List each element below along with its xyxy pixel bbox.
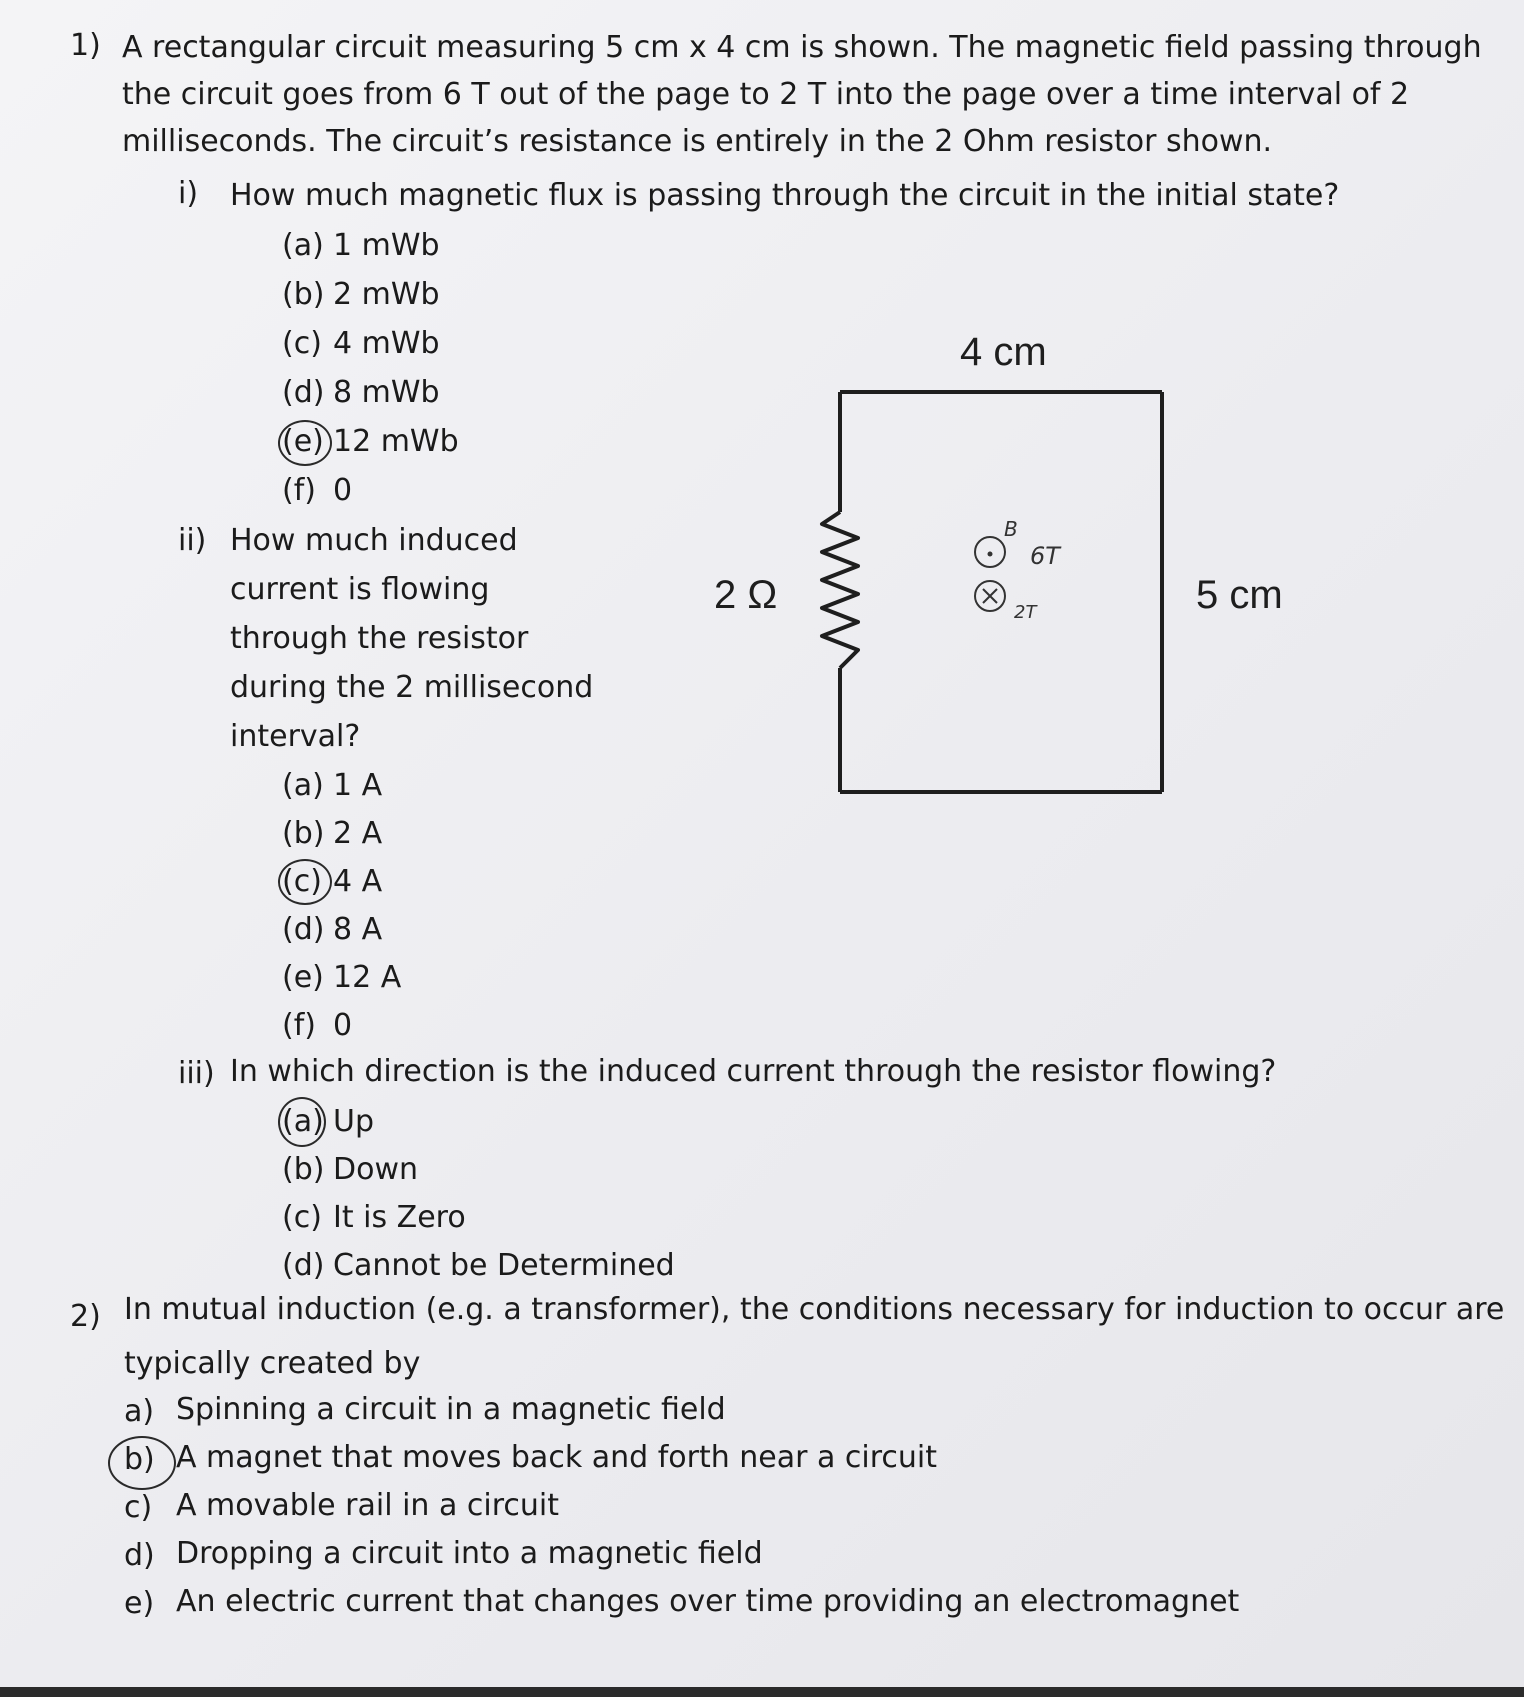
q2-option-letter: e) (124, 1586, 155, 1621)
resistor-label: 2 Ω (714, 573, 778, 617)
circuit-wire (840, 392, 1162, 792)
option-text: 0 (333, 1008, 353, 1043)
part-ii-label: ii) (178, 523, 207, 558)
option-letter: (c) (282, 1200, 322, 1235)
option-text: 8 mWb (333, 375, 440, 410)
option-letter: (a) (282, 1104, 324, 1139)
part-iii-label: iii) (178, 1056, 215, 1091)
option-text: 2 A (333, 816, 383, 851)
q2-option-text: Spinning a circuit in a magnetic field (176, 1392, 726, 1427)
option-letter: (e) (282, 960, 324, 995)
option-letter: (e) (282, 424, 324, 459)
option-text: It is Zero (333, 1200, 466, 1235)
q2-text-line2: typically created by (124, 1346, 421, 1381)
part-iii-question: In which direction is the induced current through the resistor flowing? (230, 1054, 1277, 1089)
q2-text-line1: In mutual induction (e.g. a transformer), the conditions necessary for induction to occur are (124, 1292, 1505, 1327)
q2-option-letter: d) (124, 1538, 155, 1573)
q2-number: 2) (70, 1299, 101, 1334)
part-i-question: How much magnetic flux is passing through the circuit in the initial state? (230, 178, 1340, 213)
q2-option-letter: c) (124, 1490, 153, 1525)
q1-text-line1: A rectangular circuit measuring 5 cm x 4 cm is shown. The magnetic field passing through (122, 30, 1482, 65)
q1-text-line2: the circuit goes from 6 T out of the page to 2 T into the page over a time interval of 2 (122, 77, 1410, 112)
option-letter: (c) (282, 326, 322, 361)
option-letter: (a) (282, 768, 324, 803)
q1-text-line3: milliseconds. The circuit’s resistance is entirely in the 2 Ohm resistor shown. (122, 124, 1273, 159)
option-text: 1 A (333, 768, 383, 803)
part-ii-question-line: interval? (230, 719, 361, 754)
option-text: 12 A (333, 960, 402, 995)
q2-option-text: A movable rail in a circuit (176, 1488, 559, 1523)
option-text: 2 mWb (333, 277, 440, 312)
part-ii-question-line: current is flowing (230, 572, 490, 607)
part-ii-question-line: How much induced (230, 523, 518, 558)
option-letter: (f) (282, 1008, 316, 1043)
option-letter: (b) (282, 816, 325, 851)
q2-option-letter: b) (124, 1442, 155, 1477)
option-text: 4 A (333, 864, 383, 899)
option-text: 12 mWb (333, 424, 459, 459)
option-letter: (b) (282, 1152, 325, 1187)
q2-option-letter: a) (124, 1394, 155, 1429)
option-letter: (d) (282, 1248, 325, 1283)
q2-option-text: Dropping a circuit into a magnetic field (176, 1536, 763, 1571)
height-label: 5 cm (1196, 573, 1283, 617)
option-letter: (f) (282, 473, 316, 508)
q2-option-text: An electric current that changes over time providing an electromagnet (176, 1584, 1240, 1619)
q1-number: 1) (70, 28, 101, 63)
note-b: B (1004, 517, 1018, 541)
note-6t: 6T (1030, 542, 1060, 570)
bottom-edge (0, 1687, 1524, 1697)
option-letter: (d) (282, 375, 325, 410)
note-2t: 2T (1014, 602, 1037, 623)
part-i-label: i) (178, 176, 199, 211)
part-ii-question-line: during the 2 millisecond (230, 670, 594, 705)
option-letter: (d) (282, 912, 325, 947)
option-text: 0 (333, 473, 353, 508)
resistor-symbol (822, 512, 858, 668)
part-ii-question-line: through the resistor (230, 621, 529, 656)
option-text: 4 mWb (333, 326, 440, 361)
width-label: 4 cm (960, 330, 1047, 374)
q2-option-text: A magnet that moves back and forth near a circuit (176, 1440, 938, 1475)
option-text: 1 mWb (333, 228, 440, 263)
field-out-of-page-icon (975, 537, 1005, 567)
option-text: Down (333, 1152, 419, 1187)
option-text: Up (333, 1104, 375, 1139)
option-letter: (a) (282, 228, 324, 263)
option-letter: (c) (282, 864, 322, 899)
option-text: 8 A (333, 912, 383, 947)
option-letter: (b) (282, 277, 325, 312)
option-text: Cannot be Determined (333, 1248, 675, 1283)
field-into-page-icon (975, 581, 1005, 611)
